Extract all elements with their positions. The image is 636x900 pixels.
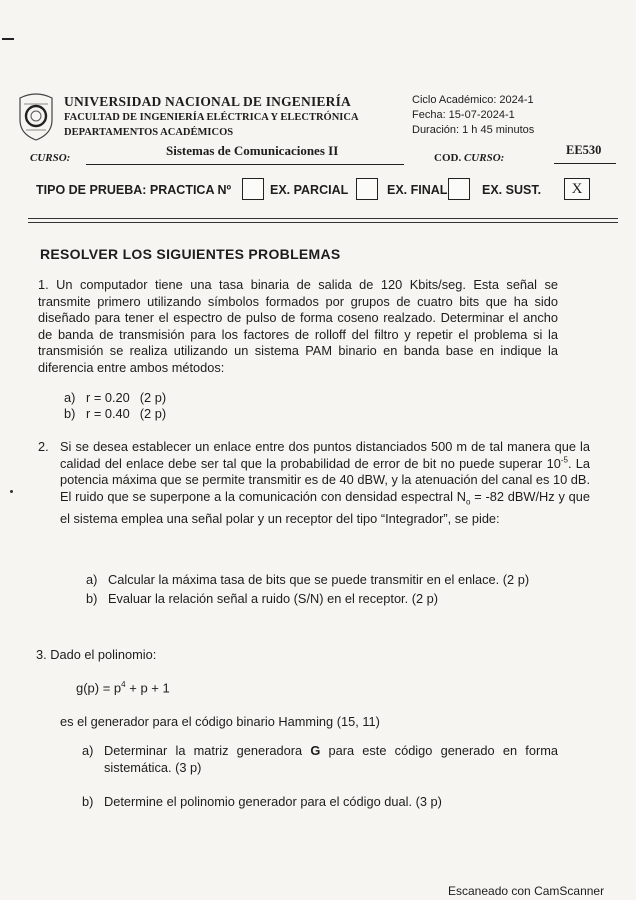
item-points: (2 p) — [139, 390, 167, 405]
parcial-checkbox[interactable] — [356, 178, 378, 200]
university-seal-icon — [16, 90, 56, 142]
item-text: Determine el polinomio generador para el código dual. (3 p) — [104, 794, 442, 809]
poly-right: + p + 1 — [125, 680, 170, 696]
problem-2-text-a: Si se desea establecer un enlace entre dos puntos distanciados 500 m de tal manera que la calidad del enlace debe ser tal que la probabilidad de error de bit no puede superar 10 — [60, 439, 590, 471]
item-label: b) — [64, 406, 76, 421]
problem-3-item-b — [82, 793, 442, 810]
course-underline — [86, 164, 404, 165]
generator-polynomial — [76, 680, 170, 695]
problem-3-number: 3. — [36, 647, 47, 662]
scan-dot — [10, 490, 13, 493]
course-label: CURSO: — [30, 152, 71, 164]
scanner-watermark: Escaneado con CamScanner — [448, 884, 605, 898]
course-code-label — [434, 152, 504, 164]
sust-checkbox[interactable]: X — [564, 178, 590, 200]
scan-mark — [2, 38, 14, 40]
item-text — [104, 743, 558, 776]
item-label: b) — [82, 794, 94, 809]
university-name: UNIVERSIDAD NACIONAL DE INGENIERÍA — [64, 94, 351, 109]
item-label: a) — [64, 390, 76, 405]
course-code-underline — [554, 163, 616, 164]
problem-2-number: 2. — [38, 439, 49, 454]
problem-2-item-b — [86, 590, 438, 607]
practica-checkbox[interactable] — [242, 178, 264, 200]
faculty-name: FACULTAD DE INGENIERÍA ELÉCTRICA Y ELECTRÓNICA — [64, 112, 359, 123]
problem-1-item-b — [64, 405, 166, 422]
poly-left: g(p) = p — [76, 680, 122, 696]
exam-date: Fecha: 15-07-2024-1 — [412, 109, 515, 121]
sust-label: EX. SUST. — [482, 183, 542, 197]
course-code-suffix: CURSO: — [463, 152, 505, 164]
item-label: b) — [86, 591, 98, 606]
course-name: Sistemas de Comunicaciones II — [166, 143, 339, 158]
exam-type-label: TIPO DE PRUEBA: PRACTICA Nº — [36, 183, 232, 197]
item-text: r = 0.40 — [86, 406, 130, 421]
problem-3 — [36, 646, 156, 663]
exam-type-row — [36, 178, 616, 202]
exam-duration: Duración: 1 h 45 minutos — [412, 124, 535, 136]
problem-2-item-a — [86, 571, 529, 588]
final-checkbox[interactable] — [448, 178, 470, 200]
noise-subscript: o — [465, 497, 471, 507]
problem-2 — [60, 439, 590, 527]
item-text: Calcular la máxima tasa de bits que se puede transmitir en el enlace. (2 p) — [108, 572, 530, 587]
exam-info — [412, 93, 534, 138]
problem-2-text-b: . La potencia máxima que se permite transmitir es de 40 dBW, y la atenuación del canal es 10 dB. El ruido que se superpone a la comunicación con densidad espectral N — [60, 455, 590, 504]
problem-2-text-c: = -82 dBW/Hz y que el sistema emplea una señal polar y un receptor del tipo “Integrador”, se pide: — [60, 488, 591, 526]
parcial-label: EX. PARCIAL — [270, 183, 349, 197]
item-a-pre: Determinar la matriz generadora — [104, 743, 311, 758]
item-text: Evaluar la relación señal a ruido (S/N) en el receptor. (2 p) — [108, 591, 439, 606]
item-text: r = 0.20 — [86, 390, 130, 405]
item-label: a) — [82, 743, 94, 758]
problem-1-text: Un computador tiene una tasa binaria de salida de 120 Kbits/seg. Esta señal se transmite primero utilizando símbolos formados por grupos de cuatro bits que ha sido diseñado para tener el espectro de pulso de forma coseno realzado. Determinar el ancho de banda de transmisión para los factores de rolloff del filtro y repetir el problema si la transmisión se realiza utilizando un sistema PAM binario en banda base en indique la diferencia entre ambos métodos: — [38, 277, 558, 375]
problem-1-item-a — [64, 389, 166, 406]
ciclo-academico: Ciclo Académico: 2024-1 — [412, 94, 534, 106]
poly-exponent: 4 — [121, 680, 126, 689]
problems-heading: RESOLVER LOS SIGUIENTES PROBLEMAS — [40, 246, 341, 262]
item-a-post: para este código generado en forma sistemática. (3 p) — [104, 743, 558, 775]
problem-3-text: Dado el polinomio: — [50, 647, 157, 662]
error-exponent: -5 — [560, 455, 568, 465]
header-divider-second — [28, 222, 618, 223]
course-code-prefix: COD. — [434, 152, 462, 164]
problem-3-item-a — [82, 743, 558, 776]
university-block — [64, 93, 359, 140]
final-label: EX. FINAL — [387, 183, 448, 197]
problem-3-text-2: es el generador para el código binario Hamming (15, 11) — [60, 714, 380, 729]
problem-1 — [38, 277, 558, 376]
item-points: (2 p) — [139, 406, 167, 421]
course-code: EE530 — [566, 143, 602, 157]
item-label: a) — [86, 572, 98, 587]
department-name: DEPARTAMENTOS ACADÉMICOS — [64, 127, 234, 138]
header-divider — [28, 218, 618, 219]
problem-1-number: 1. — [38, 277, 49, 292]
matrix-g: G — [310, 743, 321, 758]
